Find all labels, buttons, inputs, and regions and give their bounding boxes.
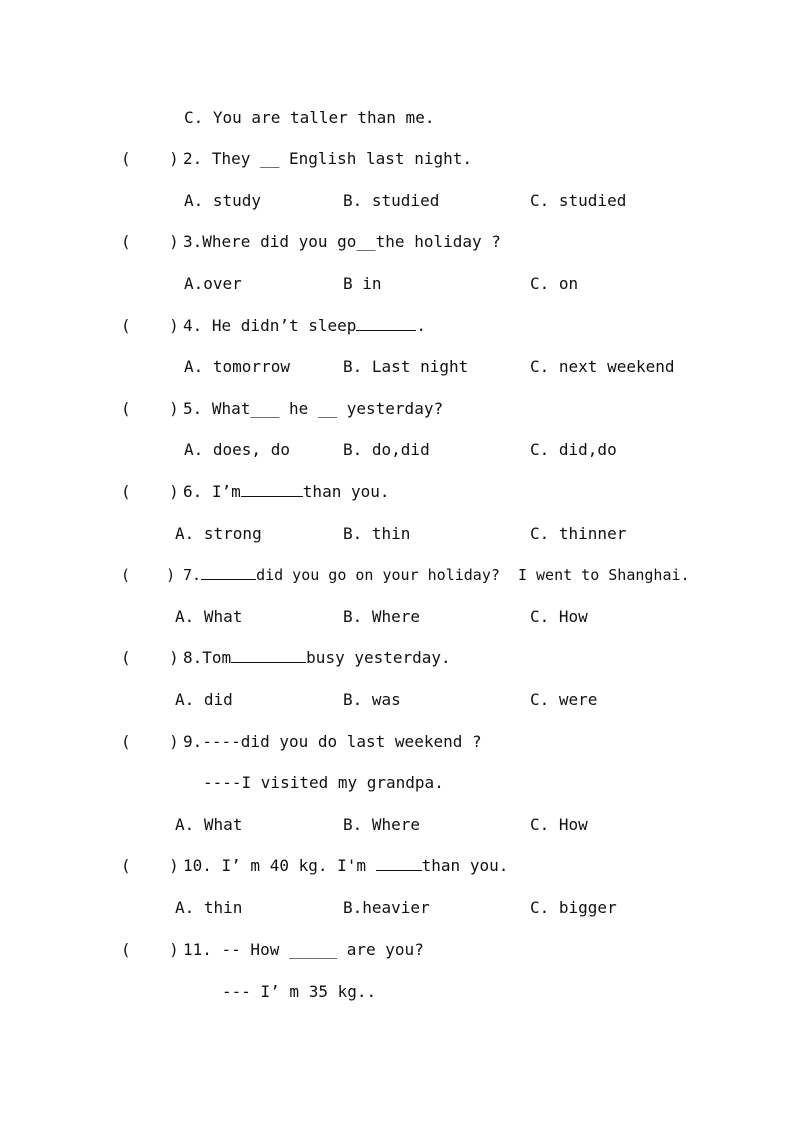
answer-bracket: ( ) (121, 399, 179, 418)
q9-response: ----I visited my grandpa. (203, 773, 444, 792)
question-3 (121, 232, 501, 252)
q5-option-c: C. did,do (530, 440, 617, 459)
question-4 (121, 316, 426, 336)
q3-option-b: B in (343, 274, 382, 293)
q10-option-c: C. bigger (530, 898, 617, 917)
question-10 (121, 856, 508, 876)
answer-bracket: ( ) (121, 940, 179, 959)
q9-option-a: A. What (175, 815, 243, 834)
fill-in-blank (356, 316, 416, 331)
question-4-stem: 4. He didn’t sleep (183, 316, 357, 335)
question-4-stem-end: . (416, 316, 427, 335)
q5-option-a: A. does, do (184, 440, 290, 459)
q8-option-b: B. was (343, 690, 401, 709)
question-10-stem: 10. I’ m 40 kg. I'm (183, 856, 376, 875)
question-8-stem-end: busy yesterday. (306, 648, 451, 667)
question-6 (121, 482, 390, 502)
q1-option-c: C. You are taller than me. (184, 108, 435, 127)
question-7-stem-end: did you go on your holiday? I went to Shanghai. (256, 566, 690, 584)
fill-in-blank (376, 856, 422, 871)
q8-option-a: A. did (175, 690, 233, 709)
question-6-stem: 6. I’m (183, 482, 241, 501)
q11-response: --- I’ m 35 kg.. (222, 982, 377, 1001)
q2-option-c: C. studied (530, 191, 627, 210)
q4-option-a: A. tomorrow (184, 357, 290, 376)
q10-option-b: B.heavier (343, 898, 430, 917)
q7-option-a: A. What (175, 607, 243, 626)
answer-bracket: ( ) (121, 856, 179, 875)
fill-in-blank (231, 648, 306, 663)
fill-in-blank (241, 482, 303, 497)
q9-option-c: C. How (530, 815, 588, 834)
answer-bracket: ( ) (121, 482, 179, 501)
q4-option-b: B. Last night (343, 357, 469, 376)
q9-option-b: B. Where (343, 815, 421, 834)
q6-option-b: B. thin (343, 524, 411, 543)
fill-in-blank (201, 565, 256, 580)
question-9 (121, 732, 482, 752)
question-7-stem: 7. (183, 566, 202, 584)
q7-option-c: C. How (530, 607, 588, 626)
question-9-stem: 9.----did you do last weekend ? (183, 732, 482, 751)
question-2-stem: 2. They __ English last night. (183, 149, 472, 168)
q2-option-b: B. studied (343, 191, 440, 210)
answer-bracket: ( ) (121, 232, 179, 251)
q5-option-b: B. do,did (343, 440, 430, 459)
q6-option-c: C. thinner (530, 524, 627, 543)
q3-option-a: A.over (184, 274, 242, 293)
question-6-stem-end: than you. (302, 482, 390, 501)
answer-bracket: ( ) (121, 732, 179, 751)
question-5-stem: 5. What___ he __ yesterday? (183, 399, 444, 418)
q2-option-a: A. study (184, 191, 262, 210)
question-11-stem: 11. -- How _____ are you? (183, 940, 424, 959)
q8-option-c: C. were (530, 690, 598, 709)
q4-option-c: C. next weekend (530, 357, 675, 376)
q6-option-a: A. strong (175, 524, 262, 543)
answer-bracket: ( ) (121, 149, 179, 168)
answer-bracket: ( ) (121, 566, 176, 584)
answer-bracket: ( ) (121, 316, 179, 335)
q3-option-c: C. on (530, 274, 579, 293)
q10-option-a: A. thin (175, 898, 243, 917)
question-8-stem: 8.Tom (183, 648, 232, 667)
question-5 (121, 399, 443, 419)
question-3-stem: 3.Where did you go__the holiday ? (183, 232, 501, 251)
question-11 (121, 940, 424, 960)
answer-bracket: ( ) (121, 648, 179, 667)
question-7 (121, 565, 690, 585)
q7-option-b: B. Where (343, 607, 421, 626)
question-8 (121, 648, 451, 668)
question-10-stem-end: than you. (421, 856, 509, 875)
question-2 (121, 149, 472, 169)
